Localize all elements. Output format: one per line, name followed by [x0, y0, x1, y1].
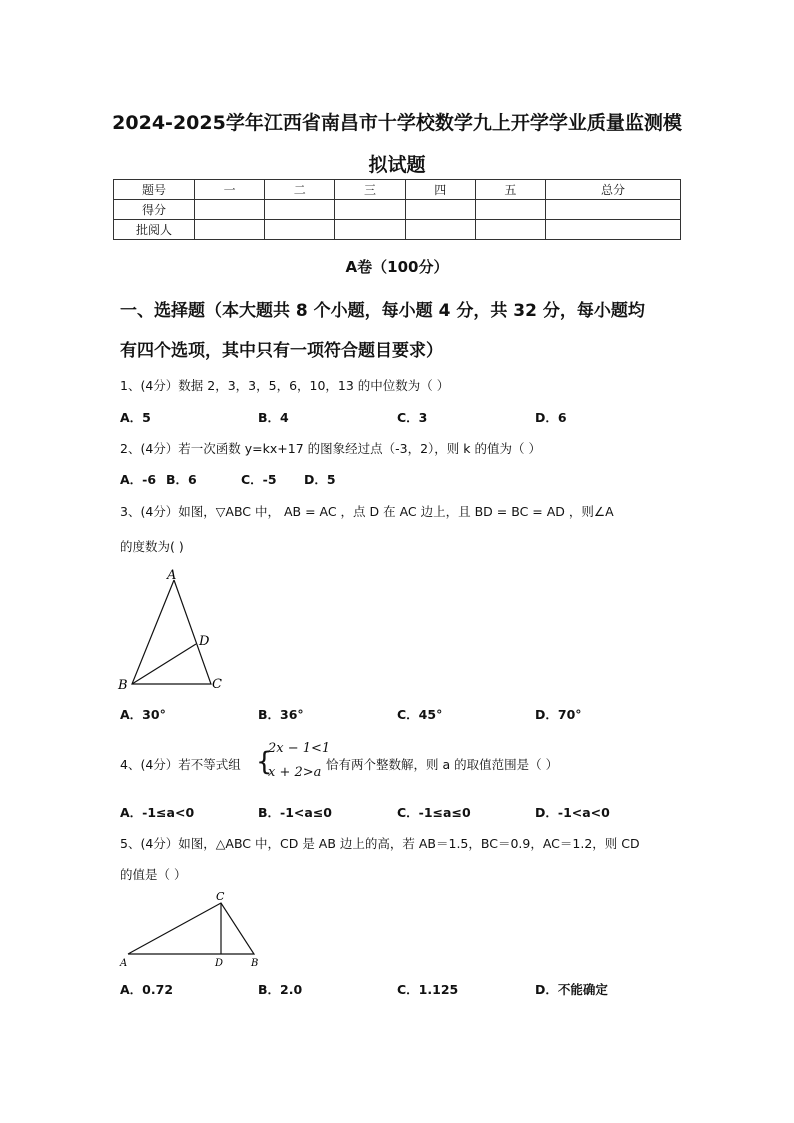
- reviewer-cell[interactable]: [265, 220, 335, 240]
- reviewer-row: [114, 220, 681, 240]
- reviewer-cell[interactable]: [405, 220, 475, 240]
- q5-option-a[interactable]: A．0.72: [120, 982, 174, 997]
- question-5: 5、(4分）如图，△ABC 中，CD 是 AB 边上的高，若 AB＝1.5，BC＝0.9，AC＝1.2，则 CD: [120, 836, 640, 851]
- q4-option-d[interactable]: D．-1<a<0: [535, 805, 610, 820]
- exam-title-line2: 拟试题: [368, 154, 426, 176]
- q3-option-a[interactable]: A．30°: [120, 707, 166, 722]
- q1-option-d[interactable]: D．6: [535, 410, 567, 425]
- q3-label-b: B: [118, 678, 128, 693]
- q5-label-b: B: [251, 958, 259, 969]
- reviewer-cell[interactable]: [195, 220, 265, 240]
- question-3-cont: 的度数为( ): [120, 539, 184, 554]
- q5-label-d: D: [215, 958, 224, 969]
- section-heading-line2: 有四个选项，其中只有一项符合题目要求）: [120, 341, 443, 361]
- q2-option-c[interactable]: C．-5: [241, 472, 277, 487]
- reviewer-cell[interactable]: [475, 220, 545, 240]
- q3-option-d[interactable]: D．70°: [535, 707, 582, 722]
- score-cell[interactable]: [475, 200, 545, 220]
- q1-option-a[interactable]: A．5: [120, 410, 151, 425]
- reviewer-cell[interactable]: [546, 220, 681, 240]
- reviewer-cell[interactable]: [335, 220, 405, 240]
- header-cell: 四: [405, 180, 475, 200]
- q3-label-c: C: [212, 677, 222, 692]
- q2-option-a[interactable]: A．-6: [120, 472, 157, 487]
- question-1: 1、(4分）数据 2，3，3，5，6，10，13 的中位数为（ ）: [120, 378, 450, 393]
- q3-label-a: A: [167, 568, 177, 583]
- q4-option-a[interactable]: A．-1≤a<0: [120, 805, 195, 820]
- header-cell: 总分: [546, 180, 681, 200]
- q5-option-c[interactable]: C．1.125: [397, 982, 459, 997]
- score-table-header-row: [114, 180, 681, 200]
- header-cell: 一: [195, 180, 265, 200]
- q5-option-b[interactable]: B．2.0: [258, 982, 303, 997]
- question-3: 3、(4分）如图，▽ABC 中， AB = AC ，点 D 在 AC 边上，且 BD = BC = AD ，则∠A: [120, 504, 614, 519]
- q3-option-b[interactable]: B．36°: [258, 707, 304, 722]
- inequality-2: x + 2>a: [268, 765, 322, 780]
- q5-triangle-figure: [112, 888, 272, 970]
- q3-label-d: D: [199, 634, 210, 649]
- score-cell[interactable]: [405, 200, 475, 220]
- q2-option-d[interactable]: D．5: [304, 472, 336, 487]
- score-cell[interactable]: [195, 200, 265, 220]
- q5-label-c: C: [216, 890, 225, 903]
- q5-triangle-abc: [128, 903, 254, 954]
- score-cell[interactable]: [546, 200, 681, 220]
- score-cell[interactable]: [265, 200, 335, 220]
- header-cell: 三: [335, 180, 405, 200]
- score-cell[interactable]: [335, 200, 405, 220]
- inequality-1: 2x − 1<1: [268, 741, 331, 756]
- q5-label-a: A: [120, 958, 128, 969]
- q3-triangle-abc: [132, 580, 211, 684]
- q4-option-c[interactable]: C．-1≤a≤0: [397, 805, 471, 820]
- q3-segment-bd: [132, 644, 196, 684]
- q2-option-b[interactable]: B．6: [166, 472, 197, 487]
- section-heading-line1: 一、选择题（本大题共 8 个小题，每小题 4 分，共 32 分，每小题均: [120, 301, 645, 321]
- q3-triangle-figure: [112, 565, 232, 695]
- inequality-brace: {: [256, 747, 273, 777]
- score-table: [113, 179, 681, 240]
- question-5-cont: 的值是（ ）: [120, 867, 187, 882]
- header-cell: 五: [475, 180, 545, 200]
- question-4-suffix: 恰有两个整数解，则 a 的取值范围是（ ）: [326, 757, 559, 772]
- q1-option-b[interactable]: B．4: [258, 410, 289, 425]
- q5-option-d[interactable]: D．不能确定: [535, 982, 608, 997]
- volume-label: A卷（100分）: [345, 258, 449, 276]
- score-row: [114, 200, 681, 220]
- q3-option-c[interactable]: C．45°: [397, 707, 443, 722]
- q1-option-c[interactable]: C．3: [397, 410, 428, 425]
- q4-option-b[interactable]: B．-1<a≤0: [258, 805, 332, 820]
- header-cell: 二: [265, 180, 335, 200]
- question-2: 2、(4分）若一次函数 y=kx+17 的图象经过点（-3，2），则 k 的值为（ ）: [120, 441, 541, 456]
- row-label: 得分: [114, 200, 195, 220]
- row-label: 批阅人: [114, 220, 195, 240]
- question-4-prefix: 4、(4分）若不等式组: [120, 757, 241, 772]
- exam-title-line1: 2024-2025学年江西省南昌市十学校数学九上开学学业质量监测模: [112, 112, 682, 134]
- header-cell: 题号: [114, 180, 195, 200]
